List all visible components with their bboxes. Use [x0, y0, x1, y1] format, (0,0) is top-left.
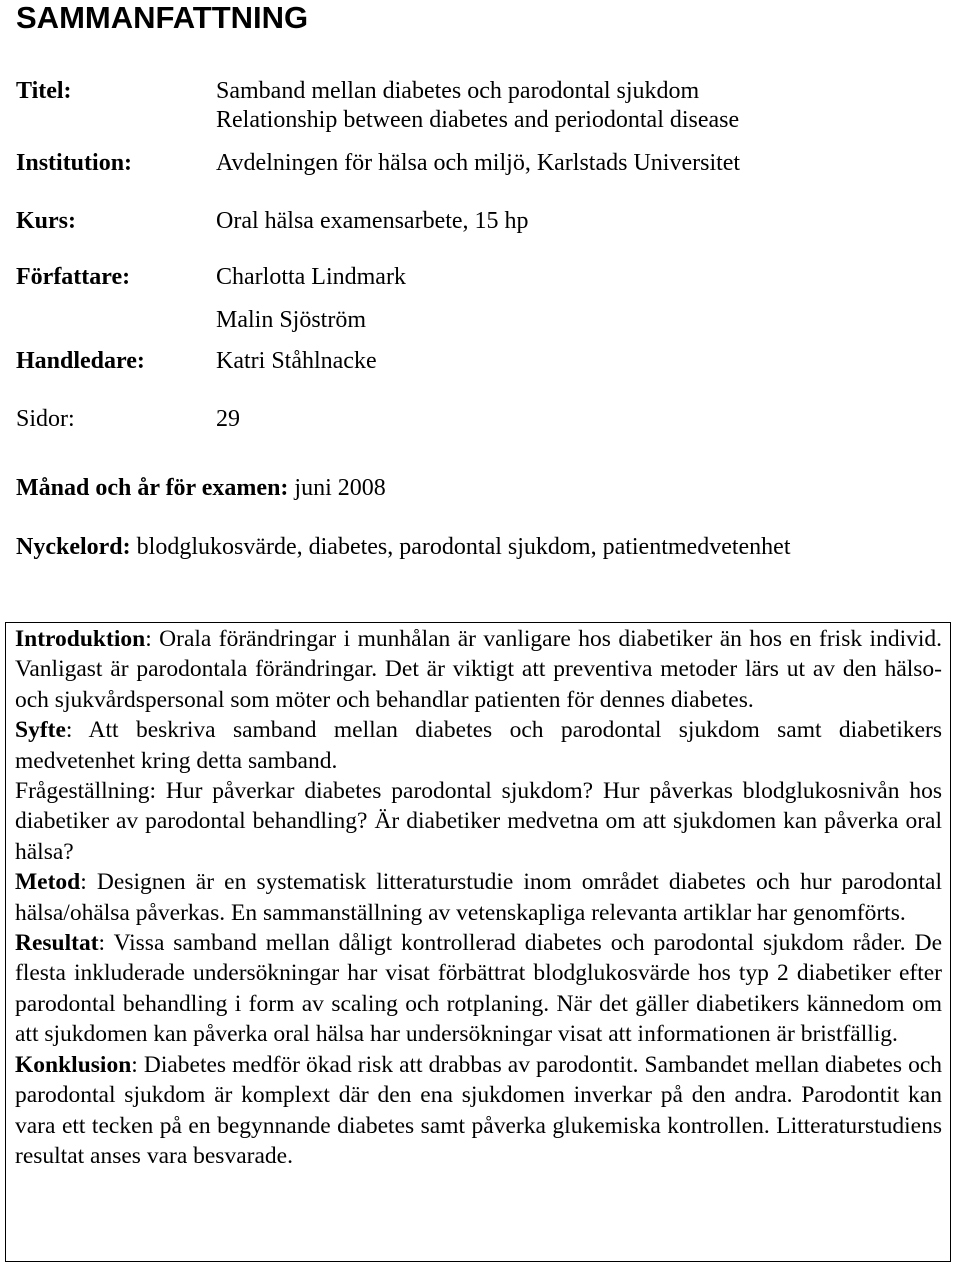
exam-date-label: Månad och år för examen: — [16, 475, 289, 501]
abstract-research-question: Frågeställning: Hur påverkar diabetes parodontal sjukdom? Hur påverkas blodglukosnivån hos diabetiker av parodontal behandling? Är diabetiker medvetna om att sjukdomen kan påverka oral hälsa? — [15, 778, 942, 865]
course-value: Oral hälsa examensarbete, 15 hp — [216, 208, 529, 234]
exam-date-value: juni 2008 — [294, 475, 386, 501]
pages-value: 29 — [216, 406, 240, 432]
keywords-value: blodglukosvärde, diabetes, parodontal sjukdom, patientmedvetenhet — [136, 534, 791, 560]
author-name: Charlotta Lindmark — [216, 264, 406, 290]
keywords-row — [16, 532, 791, 562]
abstract-aim: Syfte: Att beskriva samband mellan diabetes och parodontal sjukdom samt diabetikers medvetenhet kring detta samband. — [15, 717, 942, 774]
abstract-introduction: Introduktion: Orala förändringar i munhålan är vanligare hos diabetiker än hos en frisk individ. Vanligast är parodontala förändringar. Det är viktigt att preventiva metoder lärs ut av den hälso- och sjukvårdspersonal som möter och behandlar patienten för dennes diabetes. — [15, 626, 943, 713]
thesis-title-english: Relationship between diabetes and periodontal disease — [216, 107, 740, 133]
institution-label: Institution: — [16, 150, 133, 176]
method-term: Metod — [15, 869, 81, 896]
page-title: SAMMANFATTNING — [16, 0, 309, 35]
supervisor-value: Katri Ståhlnacke — [216, 348, 377, 374]
pages-row — [16, 404, 75, 434]
aim-term: Syfte — [15, 717, 66, 744]
thesis-title-swedish: Samband mellan diabetes och parodontal sjukdom — [216, 78, 700, 104]
abstract-box — [5, 622, 951, 1262]
title-label: Titel: — [16, 78, 72, 104]
pages-label: Sidor: — [16, 406, 75, 432]
introduction-term: Introduktion — [15, 626, 146, 652]
abstract-method: Metod: Designen är en systematisk litteraturstudie inom området diabetes och hur parodontal hälsa/ohälsa påverkas. En sammanställning av vetenskapliga relevanta artiklar har genomförts. — [15, 869, 943, 926]
supervisor-label: Handledare: — [16, 348, 145, 374]
aim-text: Att beskriva samband mellan diabetes och parodontal sjukdom samt diabetikers medvetenhet kring detta samband. — [15, 717, 942, 774]
authors-label: Författare: — [16, 264, 131, 290]
exam-date-row — [16, 473, 386, 503]
conclusion-text: Diabetes medför ökad risk att drabbas av parodontit. Sambandet mellan diabetes och parodontal sjukdom är komplext där den ena sjukdomen inverkar på den andra. Parodontit kan vara ett tecken på en begynnande diabetes samt påverka glukemiska kontrollen. Litteraturstudiens resultat anses vara besvarade. — [15, 1051, 942, 1169]
author-name: Malin Sjöström — [216, 307, 367, 333]
result-term: Resultat — [15, 930, 99, 957]
abstract-result: Resultat: Vissa samband mellan dåligt kontrollerad diabetes och parodontal sjukdom råder. De flesta inkluderade undersökningar har visat förbättrat blodglukosvärde hos typ 2 diabetiker efter parodontal behandling i form av scaling och rotplaning. När det gäller diabetikers kännedom om att sjukdomen kan påverka oral hälsa har undersökningar visat att informationen är bristfällig. — [15, 930, 943, 1048]
course-label: Kurs: — [16, 208, 76, 234]
method-text: Designen är en systematisk litteraturstudie inom området diabetes och hur parodontal hälsa/ohälsa påverkas. En sammanställning av vetenskapliga relevanta artiklar har genomförts. — [15, 869, 943, 926]
introduction-text: Orala förändringar i munhålan är vanligare hos diabetiker än hos en frisk individ. Vanligast är parodontala förändringar. Det är viktigt att preventiva metoder lärs ut av den hälso- och sjukvårdspersonal som möter och behandlar patienten för dennes diabetes. — [15, 626, 943, 713]
keywords-label: Nyckelord: — [16, 534, 131, 560]
abstract-conclusion: Konklusion: Diabetes medför ökad risk att drabbas av parodontit. Sambandet mellan diabetes och parodontal sjukdom är komplext där den ena sjukdomen inverkar på den andra. Parodontit kan vara ett tecken på en begynnande diabetes samt påverka glukemiska kontrollen. Litteraturstudiens resultat anses vara besvarade. — [15, 1051, 942, 1169]
result-text: Vissa samband mellan dåligt kontrollerad diabetes och parodontal sjukdom råder. De flesta inkluderade undersökningar har visat förbättrat blodglukosvärde hos typ 2 diabetiker efter parodontal behandling i form av scaling och rotplaning. När det gäller diabetikers kännedom om att sjukdomen kan påverka oral hälsa har undersökningar visat att informationen är bristfällig. — [15, 930, 943, 1048]
conclusion-term: Konklusion — [15, 1051, 132, 1078]
institution-value: Avdelningen för hälsa och miljö, Karlstads Universitet — [216, 150, 741, 176]
